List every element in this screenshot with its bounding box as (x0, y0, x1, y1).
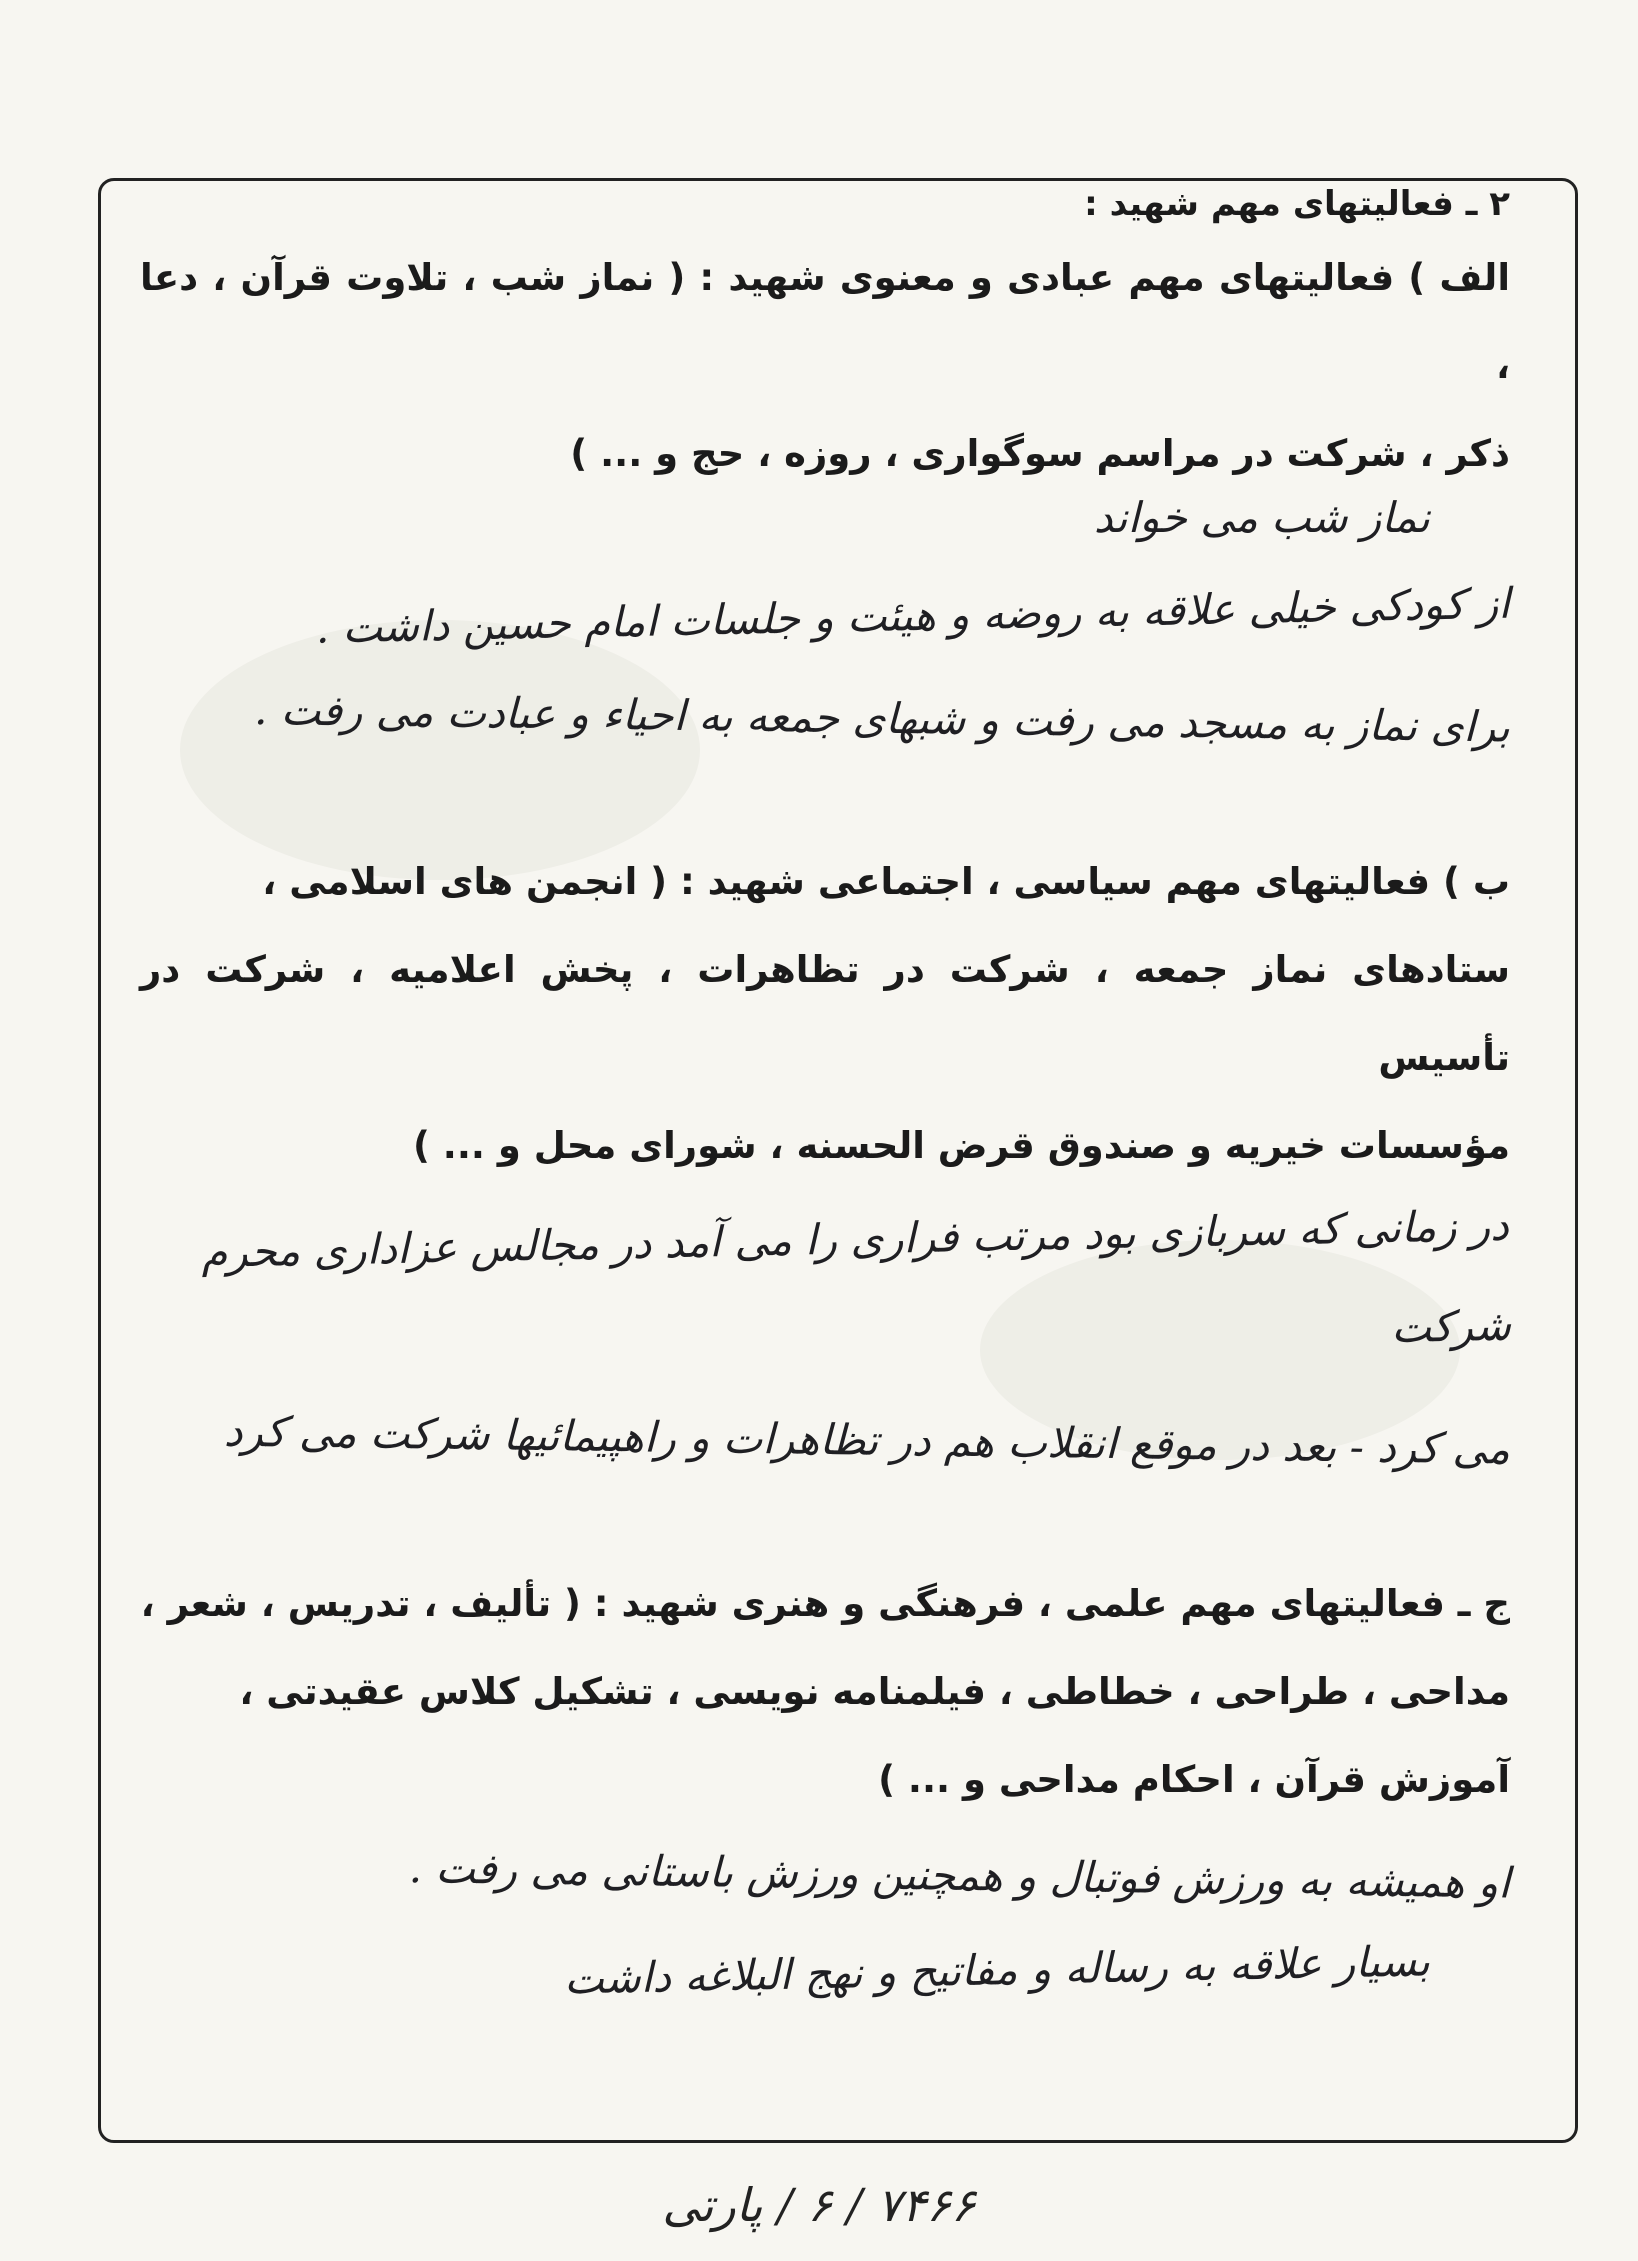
footer-handwritten-note: ۷۴۶۶ / ۶ / پارتی (662, 2178, 976, 2232)
alef-typed-line: ذکر ، شرکت در مراسم سوگواری ، روزه ، حج و ... ) (570, 432, 1510, 476)
be-handwritten-line: می کرد - بعد در موقع انقلاب هم در تظاهرات و راهپیمائیها شرکت می کرد (223, 1406, 1511, 1474)
section-jim (140, 1560, 1510, 2024)
be-typed-line: ب ) فعالیتهای مهم سیاسی ، اجتماعی شهید : ( انجمن های اسلامی ، (262, 860, 1510, 904)
be-typed-line: مؤسسات خیریه و صندوق قرض الحسنه ، شورای محل و ... ) (413, 1124, 1510, 1168)
form-content (140, 182, 1510, 2024)
alef-typed-line: الف ) فعالیتهای مهم عبادی و معنوی شهید : ( نماز شب ، تلاوت قرآن ، دعا ، (140, 256, 1510, 388)
section-alef (140, 234, 1510, 768)
be-typed-line: ستادهای نماز جمعه ، شرکت در تظاهرات ، پخش اعلامیه ، شرکت در تأسیس (140, 948, 1510, 1080)
alef-handwritten-line: نماز شب می خواند (1093, 493, 1430, 543)
be-handwritten-line: در زمانی که سربازی بود مرتب فراری را می آمد در مجالس عزاداری محرم شرکت (200, 1200, 1512, 1353)
section-be (140, 838, 1510, 1490)
jim-handwritten-line: او همیشه به ورزش فوتبال و همچنین ورزش باستانی می رفت . (408, 1843, 1511, 1908)
jim-typed-line: مداحی ، طراحی ، خطاطی ، فیلمنامه نویسی ، تشکیل کلاس عقیدتی ، (239, 1670, 1510, 1714)
jim-handwritten-line: بسیار علاقه به رساله و مفاتیح و نهج البلاغه داشت (563, 1936, 1431, 2004)
alef-handwritten-line: برای نماز به مسجد می رفت و شبهای جمعه به احیاء و عبادت می رفت . (253, 685, 1511, 752)
jim-typed-line: آموزش قرآن ، احکام مداحی و ... ) (878, 1758, 1510, 1802)
section-heading: ۲ ـ فعالیتهای مهم شهید : (1084, 184, 1510, 224)
alef-handwritten-line: از کودکی خیلی علاقه به روضه و هیئت و جلسات امام حسین داشت . (315, 578, 1511, 653)
jim-typed-line: ج ـ فعالیتهای مهم علمی ، فرهنگی و هنری شهید : ( تألیف ، تدریس ، شعر ، (140, 1582, 1510, 1626)
